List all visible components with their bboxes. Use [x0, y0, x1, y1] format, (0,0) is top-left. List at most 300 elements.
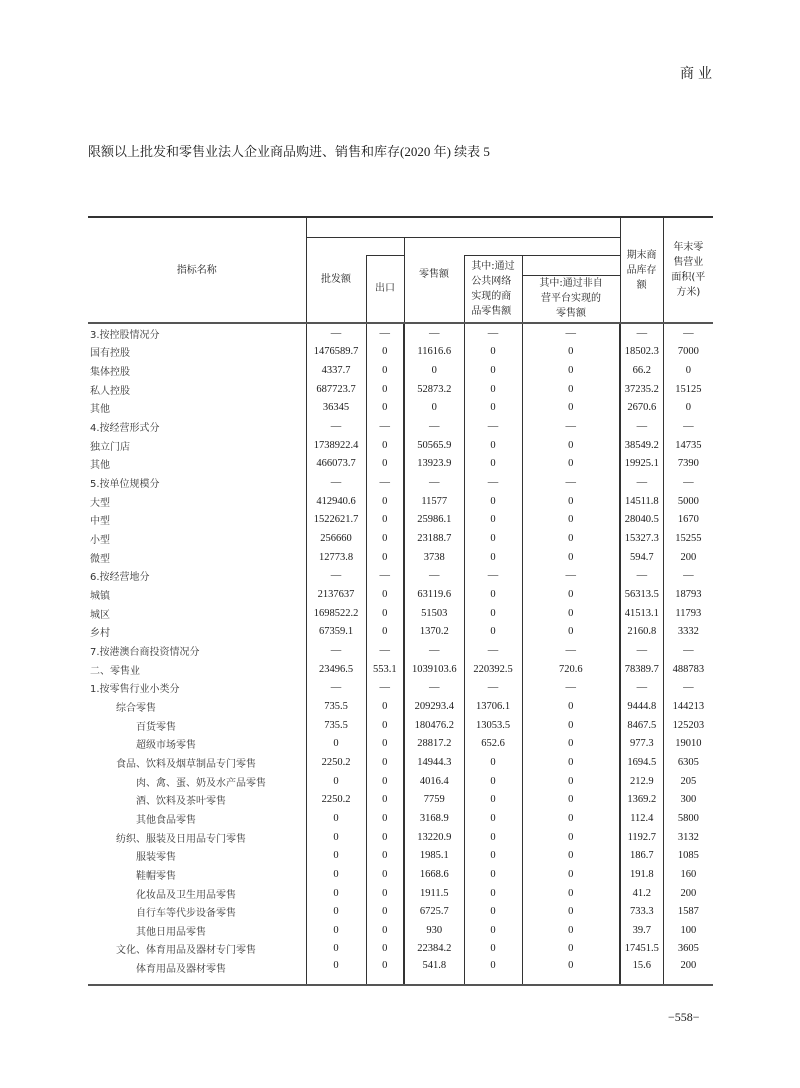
indicator-name-cell: 中型	[90, 516, 110, 528]
online-retail-cell: 0	[464, 343, 522, 362]
table-row	[88, 697, 713, 716]
online-retail-cell: 0	[464, 940, 522, 959]
third-party-retail-cell: 0	[522, 380, 620, 399]
retail-cell: 6725.7	[404, 902, 464, 921]
stock-cell: 212.9	[620, 772, 663, 791]
export-cell: 0	[366, 940, 404, 959]
third-party-retail-cell: 0	[522, 865, 620, 884]
indicator-name-cell: 6.按经营地分	[90, 572, 150, 584]
table-row	[88, 604, 713, 623]
stock-cell: 1369.2	[620, 790, 663, 809]
header-online-retail	[464, 255, 522, 323]
online-retail-cell: 0	[464, 772, 522, 791]
table-row	[88, 678, 713, 697]
export-cell: 0	[366, 753, 404, 772]
third-party-retail-cell: 0	[522, 940, 620, 959]
export-cell: 0	[366, 343, 404, 362]
third-party-retail-cell: 0	[522, 455, 620, 474]
retail-area-cell: 14735	[663, 436, 713, 455]
retail-cell: 52873.2	[404, 380, 464, 399]
online-retail-cell: —	[464, 641, 522, 660]
export-cell: —	[366, 567, 404, 586]
export-cell: 0	[366, 511, 404, 530]
indicator-name-cell: 1.按零售行业小类分	[90, 684, 180, 696]
retail-area-cell: 7390	[663, 455, 713, 474]
stock-cell: —	[620, 678, 663, 697]
table-row	[88, 753, 713, 772]
indicator-name-cell: 其他	[90, 404, 110, 416]
indicator-name-cell: 体育用品及器材零售	[88, 958, 306, 985]
online-retail-cell: 0	[464, 492, 522, 511]
table-row	[88, 417, 713, 436]
table-row	[88, 399, 713, 418]
retail-area-cell: 488783	[663, 660, 713, 679]
stock-cell: 39.7	[620, 921, 663, 940]
indicator-name-cell: 鞋帽零售	[136, 870, 176, 882]
table-row	[88, 846, 713, 865]
table-row	[88, 380, 713, 399]
third-party-retail-cell: 0	[522, 772, 620, 791]
export-cell: 0	[366, 921, 404, 940]
retail-area-cell: 18793	[663, 585, 713, 604]
indicator-name-cell: 二、零售业	[90, 665, 140, 677]
stock-cell: 17451.5	[620, 940, 663, 959]
retail-area-cell: —	[663, 323, 713, 343]
indicator-name-cell: 小型	[90, 535, 110, 547]
wholesale-cell: 412940.6	[306, 492, 366, 511]
export-cell: 0	[366, 734, 404, 753]
third-party-retail-cell: 0	[522, 753, 620, 772]
third-party-retail-cell: 0	[522, 921, 620, 940]
third-party-retail-cell: —	[522, 417, 620, 436]
table-body	[88, 323, 713, 985]
retail-area-cell: 0	[663, 361, 713, 380]
indicator-name-cell: 4.按经营形式分	[90, 423, 160, 435]
online-retail-cell: 13706.1	[464, 697, 522, 716]
export-cell: 0	[366, 865, 404, 884]
export-cell: 0	[366, 380, 404, 399]
indicator-name-cell: 化妆品及卫生用品零售	[136, 889, 236, 901]
header-retail-area	[663, 217, 713, 323]
wholesale-cell: 687723.7	[306, 380, 366, 399]
indicator-name-cell: 百货零售	[136, 721, 176, 733]
retail-cell: 1668.6	[404, 865, 464, 884]
table-row	[88, 529, 713, 548]
wholesale-cell: 466073.7	[306, 455, 366, 474]
indicator-name-cell: 自行车等代步设备零售	[136, 908, 236, 920]
third-party-retail-cell: 0	[522, 604, 620, 623]
retail-cell: —	[404, 323, 464, 343]
export-cell: 0	[366, 697, 404, 716]
stock-cell: 9444.8	[620, 697, 663, 716]
export-cell: 0	[366, 548, 404, 567]
export-cell: 0	[366, 455, 404, 474]
retail-area-cell: 125203	[663, 716, 713, 735]
wholesale-cell: 0	[306, 884, 366, 903]
stock-cell: 14511.8	[620, 492, 663, 511]
online-retail-cell: 0	[464, 604, 522, 623]
online-retail-cell: 0	[464, 809, 522, 828]
wholesale-cell: 0	[306, 734, 366, 753]
third-party-retail-cell: 0	[522, 958, 620, 985]
table-row	[88, 548, 713, 567]
export-cell: 0	[366, 884, 404, 903]
online-retail-cell: 652.6	[464, 734, 522, 753]
retail-cell: 541.8	[404, 958, 464, 985]
export-cell: 0	[366, 399, 404, 418]
header-retail-spacer	[464, 237, 620, 255]
indicator-name-cell: 食品、饮料及烟草制品专门零售	[116, 758, 256, 770]
table-row	[88, 809, 713, 828]
third-party-retail-cell: 0	[522, 884, 620, 903]
retail-area-cell: —	[663, 473, 713, 492]
third-party-retail-cell: 0	[522, 436, 620, 455]
stock-cell: 594.7	[620, 548, 663, 567]
table-row	[88, 921, 713, 940]
wholesale-cell: —	[306, 678, 366, 697]
retail-area-cell: 300	[663, 790, 713, 809]
online-retail-cell: 0	[464, 865, 522, 884]
export-cell: —	[366, 417, 404, 436]
wholesale-cell: 12773.8	[306, 548, 366, 567]
third-party-retail-cell: 720.6	[522, 660, 620, 679]
third-party-retail-cell: 0	[522, 343, 620, 362]
third-party-retail-cell: 0	[522, 846, 620, 865]
stock-cell: —	[620, 323, 663, 343]
table-row	[88, 343, 713, 362]
retail-cell: —	[404, 473, 464, 492]
third-party-retail-cell: —	[522, 641, 620, 660]
stock-cell: 112.4	[620, 809, 663, 828]
table-row	[88, 567, 713, 586]
stock-cell: 2670.6	[620, 399, 663, 418]
third-party-retail-cell: 0	[522, 623, 620, 642]
indicator-name-cell: 纺织、服装及日用品专门零售	[116, 833, 246, 845]
retail-cell: 3738	[404, 548, 464, 567]
retail-area-cell: 1587	[663, 902, 713, 921]
section-header: 商业	[680, 67, 716, 82]
table-row	[88, 361, 713, 380]
stock-cell: 66.2	[620, 361, 663, 380]
retail-cell: 0	[404, 399, 464, 418]
third-party-retail-cell: —	[522, 473, 620, 492]
third-party-retail-cell: 0	[522, 585, 620, 604]
retail-cell: 3168.9	[404, 809, 464, 828]
retail-area-cell: 200	[663, 958, 713, 985]
retail-area-cell: 160	[663, 865, 713, 884]
retail-area-cell: 5000	[663, 492, 713, 511]
stock-cell: —	[620, 473, 663, 492]
third-party-retail-cell: 0	[522, 809, 620, 828]
retail-cell: —	[404, 417, 464, 436]
third-party-retail-cell: —	[522, 678, 620, 697]
wholesale-cell: 0	[306, 772, 366, 791]
header-wholesale: 批发额	[306, 237, 366, 323]
header-export: 出口	[366, 255, 404, 323]
indicator-name-cell: 服装零售	[136, 852, 176, 864]
retail-cell: 13923.9	[404, 455, 464, 474]
indicator-name-cell: 肉、禽、蛋、奶及水产品零售	[136, 777, 266, 789]
online-retail-cell: 0	[464, 361, 522, 380]
retail-cell: 930	[404, 921, 464, 940]
retail-area-cell: 144213	[663, 697, 713, 716]
wholesale-cell: —	[306, 641, 366, 660]
wholesale-cell: 23496.5	[306, 660, 366, 679]
indicator-name-cell: 文化、体育用品及器材专门零售	[116, 945, 256, 957]
table-row	[88, 585, 713, 604]
retail-cell: 1039103.6	[404, 660, 464, 679]
online-retail-cell: 0	[464, 548, 522, 567]
third-party-retail-cell: 0	[522, 734, 620, 753]
export-cell: 0	[366, 436, 404, 455]
header-group-blank	[306, 217, 620, 237]
wholesale-cell: 735.5	[306, 697, 366, 716]
export-cell: —	[366, 323, 404, 343]
online-retail-cell: 0	[464, 436, 522, 455]
retail-area-cell: 5800	[663, 809, 713, 828]
online-retail-cell: 0	[464, 585, 522, 604]
header-retail: 零售额	[404, 237, 464, 323]
table-row	[88, 734, 713, 753]
stock-cell: 1192.7	[620, 828, 663, 847]
online-retail-cell: 0	[464, 511, 522, 530]
header-third-party-retail	[522, 275, 620, 323]
indicator-name-cell: 其他食品零售	[136, 814, 196, 826]
table-row	[88, 436, 713, 455]
retail-cell: 1911.5	[404, 884, 464, 903]
stock-cell: 15.6	[620, 958, 663, 985]
header-wholesale-spacer	[366, 237, 404, 255]
retail-cell: 11616.6	[404, 343, 464, 362]
online-retail-cell: 0	[464, 921, 522, 940]
export-cell: 0	[366, 772, 404, 791]
export-cell: 0	[366, 585, 404, 604]
wholesale-cell: 0	[306, 828, 366, 847]
page-number: −558−	[668, 1010, 700, 1024]
online-retail-cell: 0	[464, 753, 522, 772]
stock-cell: 977.3	[620, 734, 663, 753]
retail-cell: 0	[404, 361, 464, 380]
retail-area-cell: 0	[663, 399, 713, 418]
wholesale-cell: —	[306, 567, 366, 586]
wholesale-cell: 36345	[306, 399, 366, 418]
stock-cell: 28040.5	[620, 511, 663, 530]
table-row	[88, 323, 713, 343]
wholesale-cell: 1738922.4	[306, 436, 366, 455]
third-party-retail-cell: 0	[522, 361, 620, 380]
retail-cell: 63119.6	[404, 585, 464, 604]
retail-area-cell: 200	[663, 884, 713, 903]
indicator-name-cell: 集体控股	[90, 367, 130, 379]
retail-area-cell: 205	[663, 772, 713, 791]
stock-cell: 186.7	[620, 846, 663, 865]
wholesale-cell: 4337.7	[306, 361, 366, 380]
table-row	[88, 623, 713, 642]
retail-area-cell: 100	[663, 921, 713, 940]
online-retail-cell: 13053.5	[464, 716, 522, 735]
third-party-retail-cell: 0	[522, 548, 620, 567]
retail-cell: 25986.1	[404, 511, 464, 530]
retail-area-cell: 6305	[663, 753, 713, 772]
table-row	[88, 473, 713, 492]
stock-cell: 38549.2	[620, 436, 663, 455]
header-online-text: 其中:通过 公共网络 实现的商 品零售额	[471, 260, 515, 317]
retail-area-cell: —	[663, 417, 713, 436]
wholesale-cell: 2250.2	[306, 790, 366, 809]
online-retail-cell: 0	[464, 958, 522, 985]
retail-cell: 28817.2	[404, 734, 464, 753]
wholesale-cell: 0	[306, 921, 366, 940]
retail-cell: —	[404, 641, 464, 660]
retail-area-cell: 19010	[663, 734, 713, 753]
export-cell: 0	[366, 828, 404, 847]
wholesale-cell: 1476589.7	[306, 343, 366, 362]
online-retail-cell: 0	[464, 380, 522, 399]
retail-area-cell: —	[663, 641, 713, 660]
retail-area-cell: 200	[663, 548, 713, 567]
export-cell: 0	[366, 790, 404, 809]
indicator-name-cell: 独立门店	[90, 441, 130, 453]
retail-area-cell: —	[663, 567, 713, 586]
wholesale-cell: 0	[306, 846, 366, 865]
header-online-spacer	[522, 255, 620, 275]
table-row	[88, 884, 713, 903]
indicator-name-cell: 私人控股	[90, 385, 130, 397]
retail-cell: 180476.2	[404, 716, 464, 735]
online-retail-cell: 220392.5	[464, 660, 522, 679]
header-area-text: 年末零 售营业 面积(平 方米)	[671, 242, 706, 298]
stock-cell: 2160.8	[620, 623, 663, 642]
retail-area-cell: 15125	[663, 380, 713, 399]
export-cell: 0	[366, 492, 404, 511]
export-cell: 0	[366, 902, 404, 921]
wholesale-cell: 0	[306, 865, 366, 884]
stock-cell: 41.2	[620, 884, 663, 903]
third-party-retail-cell: 0	[522, 529, 620, 548]
retail-cell: 23188.7	[404, 529, 464, 548]
retail-cell: —	[404, 567, 464, 586]
wholesale-cell: 67359.1	[306, 623, 366, 642]
online-retail-cell: 0	[464, 623, 522, 642]
third-party-retail-cell: 0	[522, 828, 620, 847]
table-row	[88, 790, 713, 809]
retail-cell: 14944.3	[404, 753, 464, 772]
retail-area-cell: 3332	[663, 623, 713, 642]
stock-cell: 18502.3	[620, 343, 663, 362]
retail-area-cell: 7000	[663, 343, 713, 362]
wholesale-cell: 0	[306, 902, 366, 921]
retail-area-cell: 3132	[663, 828, 713, 847]
table-row	[88, 641, 713, 660]
wholesale-cell: —	[306, 473, 366, 492]
indicator-name-cell: 其他日用品零售	[136, 926, 206, 938]
stock-cell: —	[620, 567, 663, 586]
indicator-name-cell: 微型	[90, 553, 110, 565]
export-cell: —	[366, 473, 404, 492]
online-retail-cell: 0	[464, 399, 522, 418]
online-retail-cell: 0	[464, 529, 522, 548]
export-cell: 0	[366, 958, 404, 985]
header-third-party-text: 其中:通过非自 营平台实现的 零售额	[539, 278, 603, 320]
retail-area-cell: 15255	[663, 529, 713, 548]
online-retail-cell: —	[464, 323, 522, 343]
retail-cell: —	[404, 678, 464, 697]
retail-cell: 13220.9	[404, 828, 464, 847]
online-retail-cell: 0	[464, 884, 522, 903]
retail-cell: 7759	[404, 790, 464, 809]
indicator-name-cell: 大型	[90, 497, 110, 509]
wholesale-cell: 0	[306, 940, 366, 959]
stock-cell: 19925.1	[620, 455, 663, 474]
retail-cell: 22384.2	[404, 940, 464, 959]
wholesale-cell: 0	[306, 958, 366, 985]
stock-cell: 37235.2	[620, 380, 663, 399]
retail-area-cell: —	[663, 678, 713, 697]
retail-cell: 51503	[404, 604, 464, 623]
online-retail-cell: —	[464, 678, 522, 697]
online-retail-cell: —	[464, 417, 522, 436]
table-row	[88, 902, 713, 921]
stock-cell: —	[620, 417, 663, 436]
retail-area-cell: 11793	[663, 604, 713, 623]
indicator-name-cell: 乡村	[90, 628, 110, 640]
wholesale-cell: —	[306, 417, 366, 436]
export-cell: 0	[366, 623, 404, 642]
wholesale-cell: —	[306, 323, 366, 343]
table-title: 限额以上批发和零售业法人企业商品购进、销售和库存(2020 年) 续表 5	[88, 144, 490, 159]
retail-cell: 209293.4	[404, 697, 464, 716]
table-row	[88, 958, 713, 985]
retail-cell: 11577	[404, 492, 464, 511]
header-indicator-name: 指标名称	[88, 217, 306, 323]
indicator-name-cell: 5.按单位规模分	[90, 479, 160, 491]
online-retail-cell: 0	[464, 828, 522, 847]
table-row	[88, 455, 713, 474]
retail-area-cell: 1085	[663, 846, 713, 865]
stock-cell: 78389.7	[620, 660, 663, 679]
wholesale-cell: 2137637	[306, 585, 366, 604]
stock-cell: 733.3	[620, 902, 663, 921]
export-cell: 0	[366, 809, 404, 828]
third-party-retail-cell: 0	[522, 492, 620, 511]
wholesale-cell: 256660	[306, 529, 366, 548]
stock-cell: 191.8	[620, 865, 663, 884]
online-retail-cell: 0	[464, 846, 522, 865]
export-cell: 0	[366, 604, 404, 623]
export-cell: 0	[366, 361, 404, 380]
stock-cell: —	[620, 641, 663, 660]
third-party-retail-cell: —	[522, 567, 620, 586]
table-row	[88, 772, 713, 791]
third-party-retail-cell: 0	[522, 399, 620, 418]
table-row	[88, 865, 713, 884]
wholesale-cell: 735.5	[306, 716, 366, 735]
third-party-retail-cell: 0	[522, 511, 620, 530]
retail-area-cell: 3605	[663, 940, 713, 959]
export-cell: —	[366, 641, 404, 660]
export-cell: 0	[366, 716, 404, 735]
statistics-table	[88, 216, 713, 986]
stock-cell: 41513.1	[620, 604, 663, 623]
indicator-name-cell: 超级市场零售	[136, 740, 196, 752]
online-retail-cell: 0	[464, 902, 522, 921]
indicator-name-cell: 酒、饮料及茶叶零售	[136, 796, 226, 808]
retail-cell: 4016.4	[404, 772, 464, 791]
online-retail-cell: 0	[464, 790, 522, 809]
stock-cell: 15327.3	[620, 529, 663, 548]
wholesale-cell: 1698522.2	[306, 604, 366, 623]
export-cell: 553.1	[366, 660, 404, 679]
